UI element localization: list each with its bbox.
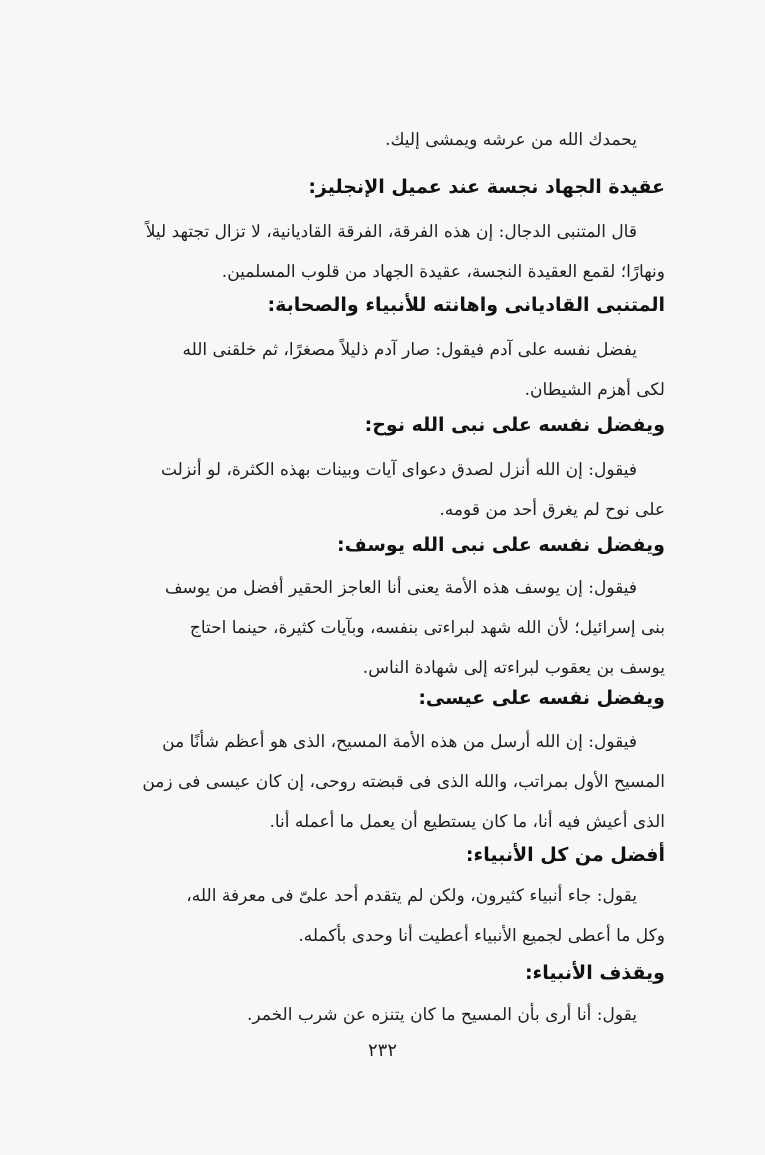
- page-number: ٢٣٢: [367, 1040, 397, 1061]
- text-line: فيقول: إن يوسف هذه الأمة يعنى أنا العاجز الحقير أفضل من يوسف: [164, 578, 637, 598]
- section-heading-noah: ويفضل نفسه على نبى الله نوح:: [364, 414, 665, 436]
- section-heading-all-prophets: أفضل من كل الأنبياء:: [465, 844, 665, 866]
- section-heading-slander: ويقذف الأنبياء:: [524, 962, 665, 984]
- text-line: الذى أعيش فيه أنا، ما كان يستطيع أن يعمل ما أعمله أنا.: [269, 812, 665, 832]
- text-line: يوسف بن يعقوب لبراءته إلى شهادة الناس.: [362, 658, 665, 678]
- text-line: بنى إسرائيل؛ لأن الله شهد لبراءتى بنفسه، وبآيات كثيرة، حينما احتاج: [189, 618, 665, 638]
- text-line: يحمدك الله من عرشه ويمشى إليك.: [385, 130, 637, 150]
- text-line: يفضل نفسه على آدم فيقول: صار آدم ذليلاً مصغرًا، ثم خلقنى الله: [182, 340, 637, 360]
- text-line: فيقول: إن الله أرسل من هذه الأمة المسيح، الذى هو أعظم شأنًا من: [162, 732, 637, 752]
- section-paragraph-slander: [73, 995, 665, 1035]
- text-line: يقول: أنا أرى بأن المسيح ما كان يتنزه عن شرب الخمر.: [246, 1005, 637, 1025]
- section-heading-jesus: ويفضل نفسه على عيسى:: [418, 687, 665, 709]
- section-heading-insulting-prophets: المتنبى القاديانى واهانته للأنبياء والصحابة:: [267, 294, 665, 316]
- text-line: المسيح الأول بمراتب، والله الذى فى قبضته روحى، إن كان عيسى فى زمن: [142, 772, 665, 792]
- section-paragraph-noah: [73, 450, 665, 530]
- text-line: ونهارًا؛ لقمع العقيدة النجسة، عقيدة الجهاد من قلوب المسلمين.: [221, 262, 665, 282]
- text-line: يقول: جاء أنبياء كثيرون، ولكن لم يتقدم أحد علىّ فى معرفة الله،: [186, 886, 637, 906]
- text-line: لكى أهزم الشيطان.: [524, 380, 665, 400]
- intro-paragraph: [73, 120, 665, 160]
- text-line: وكل ما أعطى لجميع الأنبياء أعطيت أنا وحدى بأكمله.: [298, 926, 665, 946]
- section-paragraph-jihad: [73, 212, 665, 292]
- section-paragraph-jesus: [73, 722, 665, 842]
- text-line: قال المتنبى الدجال: إن هذه الفرقة، الفرقة القاديانية، لا تزال تجتهد ليلاً: [145, 222, 637, 242]
- section-heading-jihad: عقيدة الجهاد نجسة عند عميل الإنجليز:: [308, 176, 665, 198]
- section-heading-joseph: ويفضل نفسه على نبى الله يوسف:: [337, 534, 665, 556]
- section-paragraph-adam: [73, 330, 665, 410]
- text-line: فيقول: إن الله أنزل لصدق دعواى آيات وبينات بهذه الكثرة، لو أنزلت: [160, 460, 637, 480]
- section-paragraph-all-prophets: [73, 876, 665, 956]
- text-line: على نوح لم يغرق أحد من قومه.: [439, 500, 665, 520]
- section-paragraph-joseph: [73, 568, 665, 688]
